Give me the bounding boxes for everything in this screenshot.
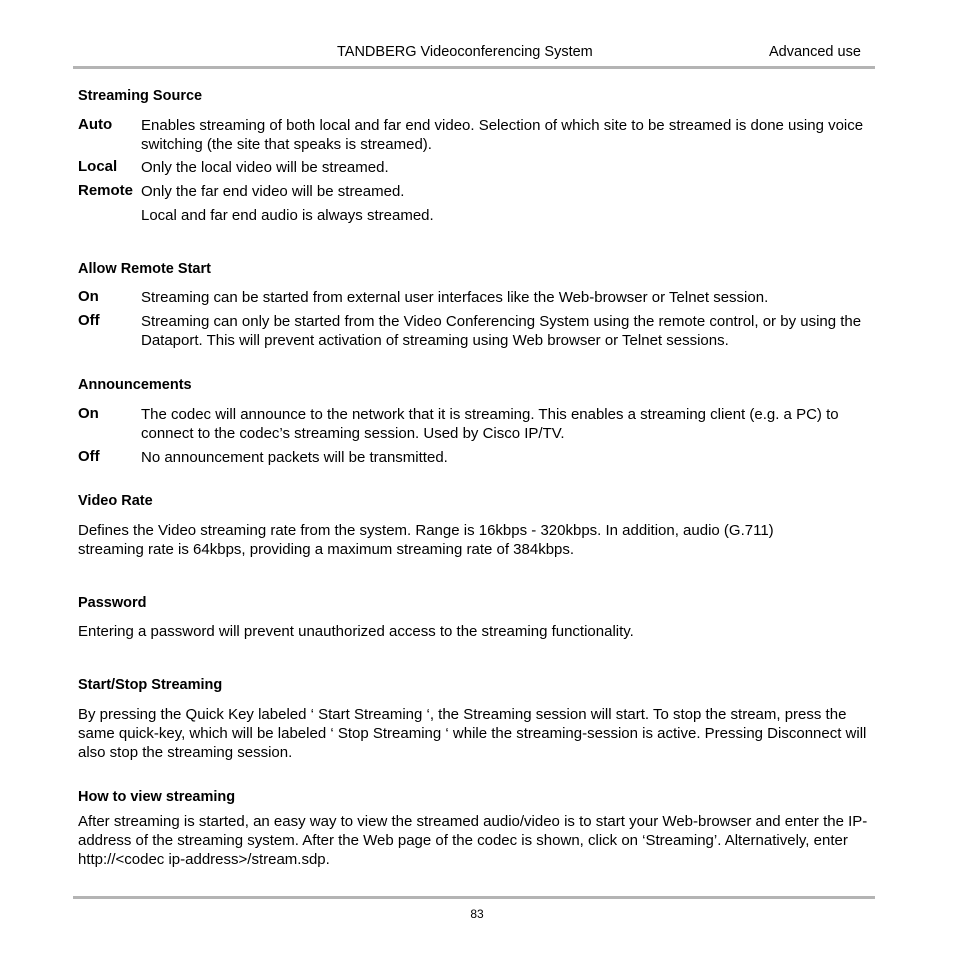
page-number: 83 bbox=[470, 907, 484, 921]
def-off: No announcement packets will be transmitted. bbox=[141, 449, 448, 466]
note-audio: Local and far end audio is always streamed. bbox=[141, 207, 434, 224]
term-off: Off bbox=[78, 312, 100, 329]
paragraph-password: Entering a password will prevent unauthorized access to the streaming functionality. bbox=[78, 623, 634, 640]
heading-start-stop-streaming: Start/Stop Streaming bbox=[78, 677, 223, 693]
def-local: Only the local video will be streamed. bbox=[141, 159, 389, 176]
document-title: TANDBERG Videoconferencing System bbox=[337, 44, 593, 60]
paragraph-how-to-view-streaming: After streaming is started, an easy way to view the streamed audio/video is to start your Web-browser and enter the IP-address of the streaming system. After the Web page of the codec is shown, click on ‘Streaming’. Alternatively, enter http://<codec ip-address>/stream.sdp. bbox=[78, 813, 868, 868]
heading-video-rate: Video Rate bbox=[78, 493, 153, 509]
def-remote: Only the far end video will be streamed. bbox=[141, 183, 405, 200]
footer-rule bbox=[73, 896, 875, 899]
term-remote: Remote bbox=[78, 182, 134, 199]
def-on: Streaming can be started from external user interfaces like the Web-browser or Telnet session. bbox=[141, 289, 769, 306]
section-title: Advanced use bbox=[769, 44, 861, 60]
term-on: On bbox=[78, 405, 99, 422]
heading-allow-remote-start: Allow Remote Start bbox=[78, 261, 211, 277]
def-off: Streaming can only be started from the Video Conferencing System using the remote control, or by using the Dataport. This will prevent activation of streaming using Web browser or Telnet sessions. bbox=[141, 313, 862, 349]
term-local: Local bbox=[78, 158, 118, 175]
term-off: Off bbox=[78, 448, 100, 465]
term-auto: Auto bbox=[78, 116, 113, 133]
paragraph-start-stop-streaming: By pressing the Quick Key labeled ‘ Start Streaming ‘, the Streaming session will start. To stop the stream, press the same quick-key, which will be labeled ‘ Stop Streaming ‘ while the streaming-session is active. Pressing Disconnect will also stop the streaming session. bbox=[78, 706, 867, 761]
term-on: On bbox=[78, 288, 99, 305]
heading-announcements: Announcements bbox=[78, 377, 192, 393]
heading-how-to-view-streaming: How to view streaming bbox=[78, 789, 236, 805]
header-rule bbox=[73, 66, 875, 69]
def-on: The codec will announce to the network that it is streaming. This enables a streaming client (e.g. a PC) to connect to the codec’s streaming session. Used by Cisco IP/TV. bbox=[141, 406, 839, 442]
heading-streaming-source: Streaming Source bbox=[78, 88, 203, 104]
paragraph-video-rate: Defines the Video streaming rate from the system. Range is 16kbps - 320kbps. In addition, audio (G.711) streaming rate is 64kbps, providing a maximum streaming rate of 384kbps. bbox=[78, 522, 774, 558]
def-auto: Enables streaming of both local and far end video. Selection of which site to be streamed is done using voice switching (the site that speaks is streamed). bbox=[141, 117, 864, 153]
heading-password: Password bbox=[78, 595, 147, 611]
